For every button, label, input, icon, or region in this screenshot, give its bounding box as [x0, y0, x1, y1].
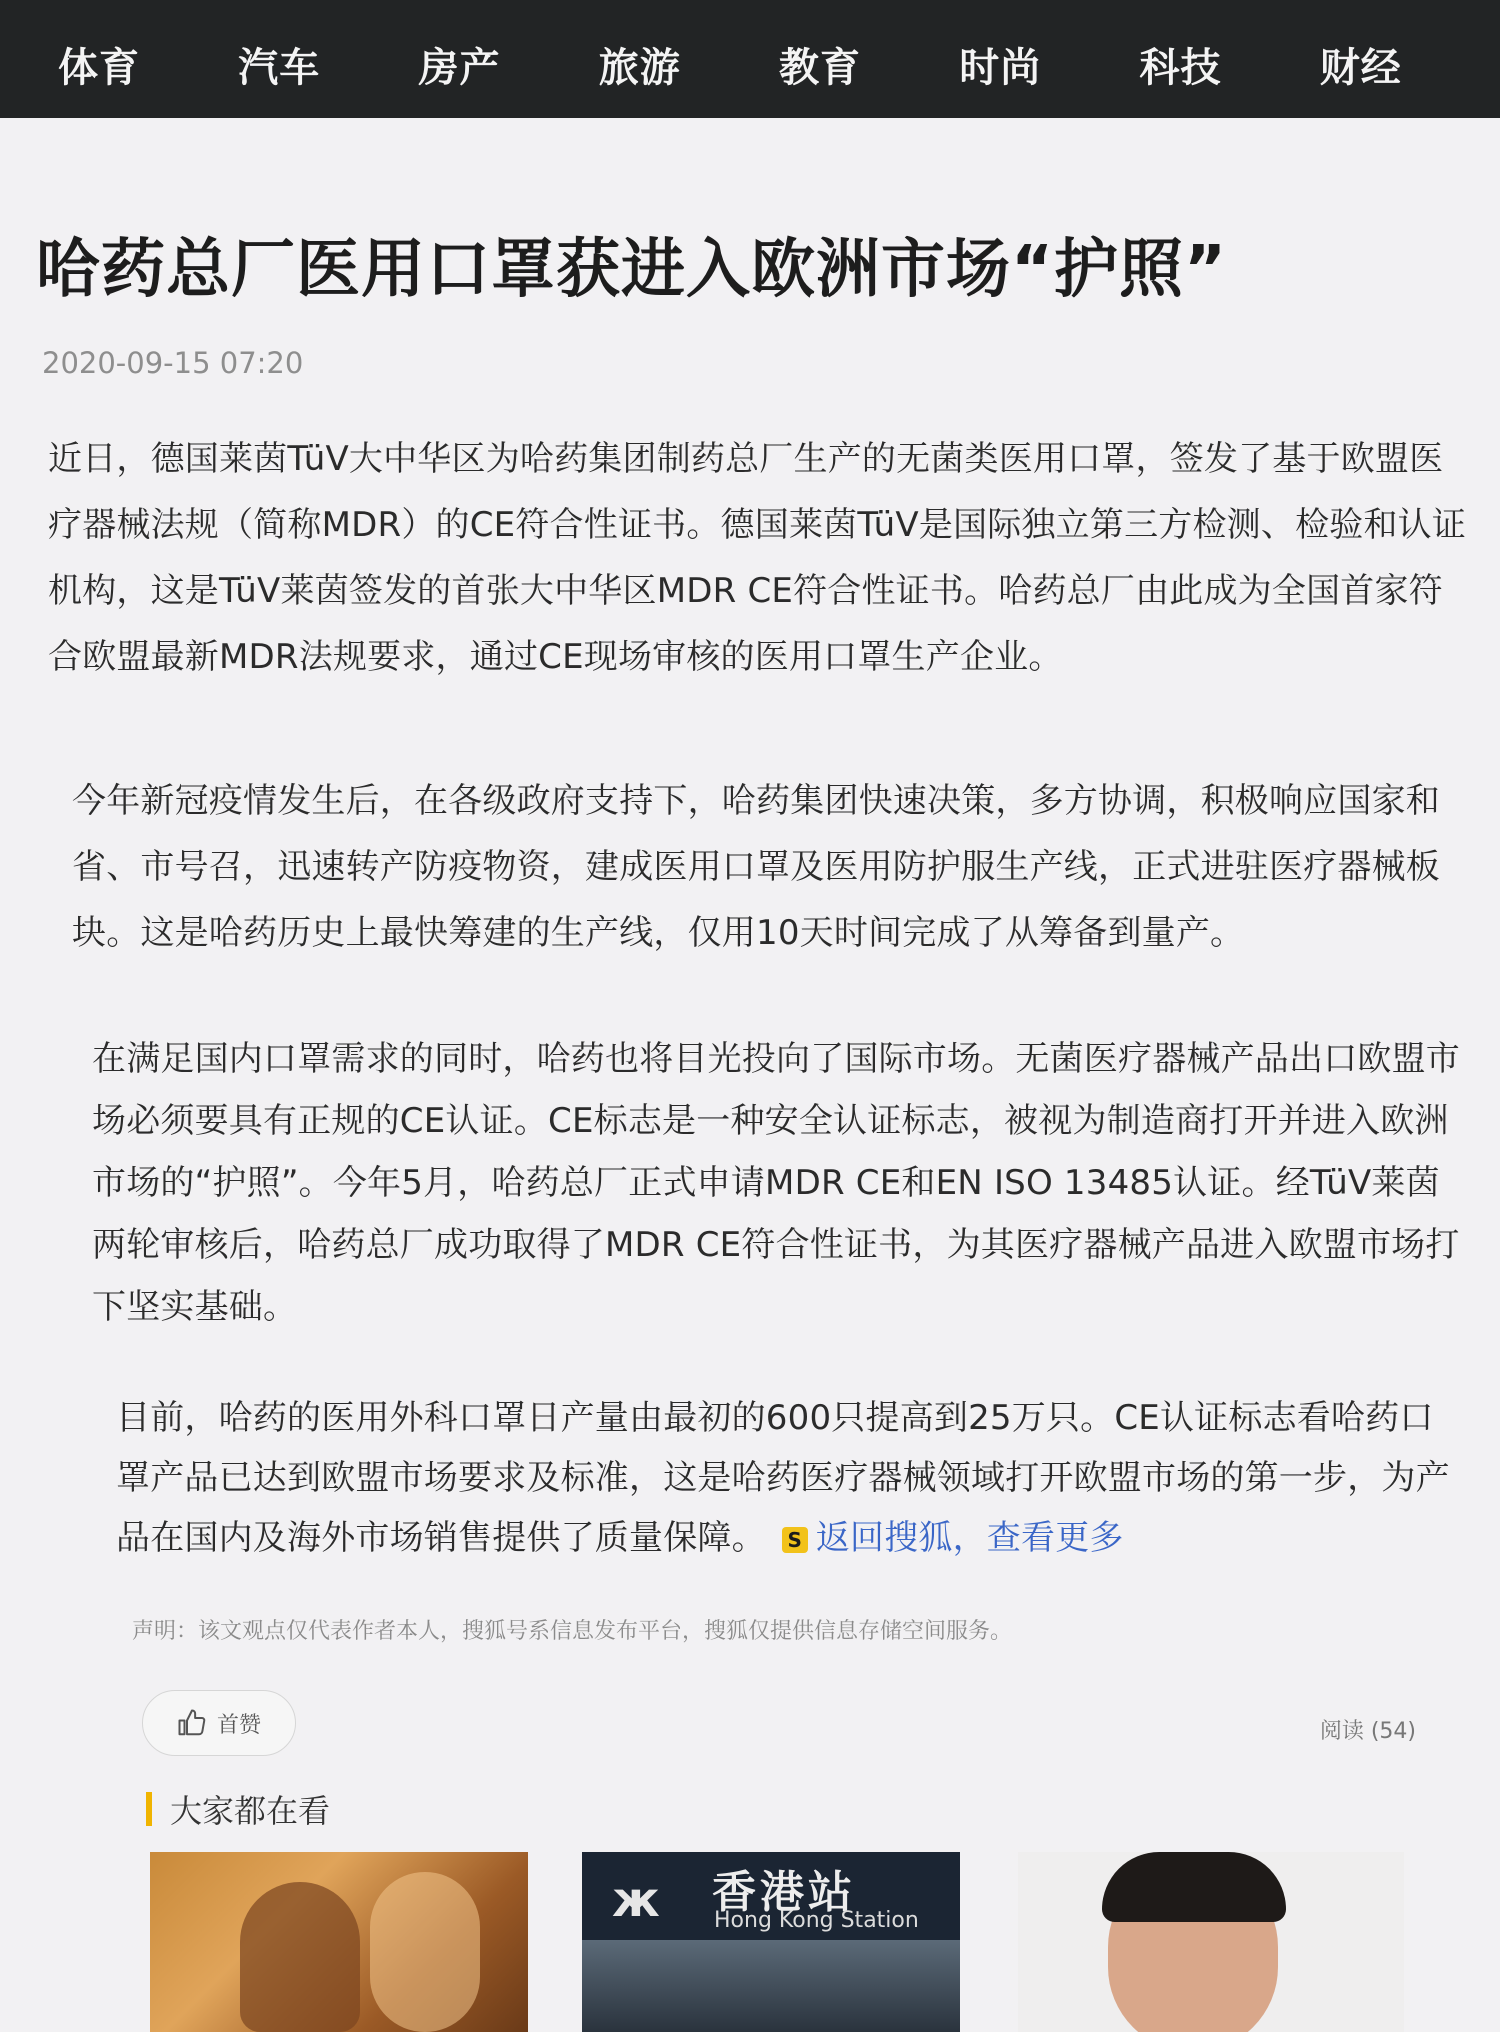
station-name-en: Hong Kong Station: [714, 1908, 919, 1933]
top-nav-bar: [0, 0, 1500, 118]
nav-item-education[interactable]: 教育: [779, 44, 861, 91]
nav-item-tech[interactable]: 科技: [1139, 44, 1222, 91]
article-paragraph: 今年新冠疫情发生后，在各级政府支持下，哈药集团快速决策，多方协调，积极响应国家和省、市号召，迅速转产防疫物资，建成医用口罩及医用防护服生产线，正式进驻医疗器械板块。这是哈药历史上最快筹建的生产线，仅用10天时间完成了从筹备到量产。: [72, 781, 1440, 953]
article-paragraph-last: [116, 1388, 1456, 1568]
thumbs-up-icon: [177, 1708, 207, 1738]
station-name-zh: 香港站: [712, 1867, 856, 1918]
sohu-logo-icon: S: [782, 1527, 808, 1553]
nav-item-travel[interactable]: 旅游: [598, 44, 681, 91]
recommend-thumbnail-1[interactable]: [150, 1852, 528, 2032]
recommend-thumbnail-3[interactable]: [1018, 1852, 1404, 2032]
portrait-hair: [1102, 1852, 1286, 1922]
nav-item-auto[interactable]: 汽车: [238, 44, 321, 91]
photo-figure: [370, 1872, 480, 2032]
photo-figure: [240, 1882, 360, 2032]
back-to-sohu-link[interactable]: 返回搜狐，查看更多: [815, 1518, 1124, 1558]
station-interior: [582, 1940, 960, 2032]
nav-item-finance[interactable]: 财经: [1319, 44, 1402, 91]
recommend-thumbnail-2[interactable]: [582, 1852, 960, 2032]
publish-timestamp: 2020-09-15 07:20: [42, 346, 304, 380]
article-paragraph: 在满足国内口罩需求的同时，哈药也将目光投向了国际市场。无菌医疗器械产品出口欧盟市场必须要具有正规的CE认证。CE标志是一种安全认证标志，被视为制造商打开并进入欧洲市场的“护照”。今年5月，哈药总厂正式申请MDR CE和EN ISO 13485认证。经TüV莱茵两轮审核后，哈药总厂成功取得了MDR CE符合性证书，为其医疗器械产品进入欧盟市场打下坚实基础。: [92, 1039, 1460, 1327]
article-title: 哈药总厂医用口罩获进入欧洲市场“护照”: [36, 233, 1228, 307]
article-paragraph: 近日，德国莱茵TüV大中华区为哈药集团制药总厂生产的无菌类医用口罩，签发了基于欧盟医疗器械法规（简称MDR）的CE符合性证书。德国莱茵TüV是国际独立第三方检测、检验和认证机构，这是TüV莱茵签发的首张大中华区MDR CE符合性证书。哈药总厂由此成为全国首家符合欧盟最新MDR法规要求，通过CE现场审核的医用口罩生产企业。: [48, 439, 1467, 677]
like-button[interactable]: [142, 1690, 296, 1756]
article-paragraph-text: 目前，哈药的医用外科口罩日产量由最初的600只提高到25万只。CE认证标志看哈药口罩产品已达到欧盟市场要求及标准，这是哈药医疗器械领域打开欧盟市场的第一步，为产品在国内及海外市场销售提供了质量保障。: [116, 1398, 1450, 1558]
section-accent-bar: [146, 1792, 152, 1826]
disclaimer: 声明：该文观点仅代表作者本人，搜狐号系信息发布平台，搜狐仅提供信息存储空间服务。: [132, 1619, 1013, 1644]
nav-item-sports[interactable]: 体育: [58, 44, 140, 91]
nav-item-realestate[interactable]: 房产: [418, 44, 501, 91]
nav-item-fashion[interactable]: 时尚: [959, 44, 1042, 91]
like-label: 首赞: [216, 1712, 261, 1738]
recommend-section-header: [146, 1786, 330, 1832]
mtr-logo-icon: ж: [612, 1872, 660, 1928]
read-count: 阅读 (54): [1319, 1719, 1416, 1744]
recommend-heading: 大家都在看: [170, 1792, 331, 1830]
